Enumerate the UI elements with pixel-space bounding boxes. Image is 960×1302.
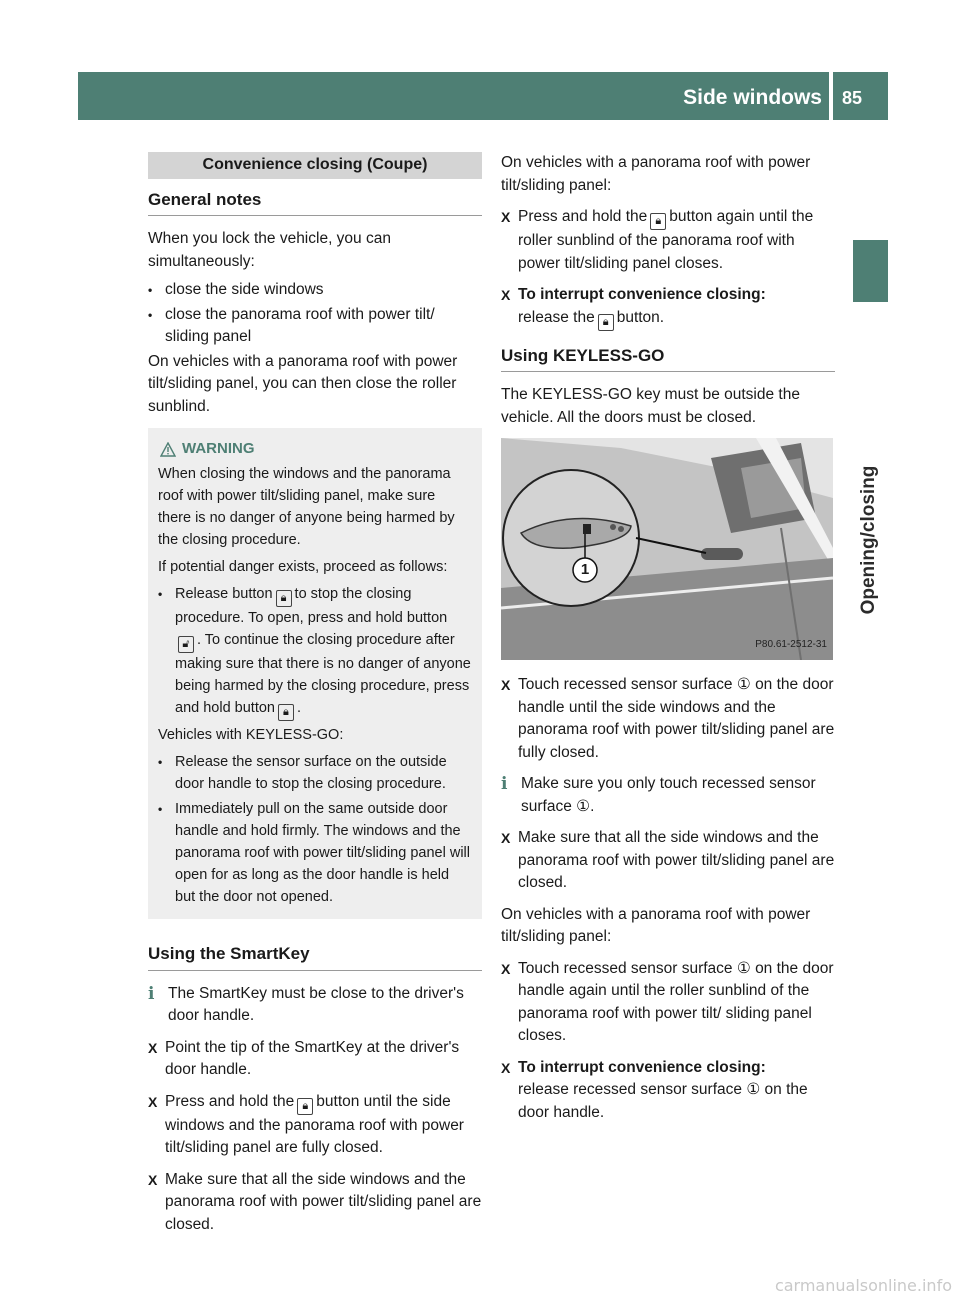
info-icon: i (501, 774, 508, 794)
instruction-step (501, 674, 835, 764)
text-fragment: button until the side windows and the panorama roof with power tilt/sliding panel are fully closed. (165, 1092, 464, 1156)
step-arrow-icon: X (501, 209, 511, 225)
step-text (518, 206, 835, 275)
lock-icon: 🔒︎ (598, 314, 614, 331)
text-fragment: button. (616, 308, 665, 326)
lock-icon: 🔒︎ (278, 704, 294, 721)
list-item (158, 751, 472, 795)
step-bold-text: To interrupt convenience closing: (518, 286, 766, 303)
panorama-note: On vehicles with a panorama roof with power tilt/sliding panel, you can then close the roller sunblind. (148, 352, 458, 415)
bullet-icon: • (158, 802, 163, 816)
step-text: Make sure that all the side windows and the panorama roof with power tilt/sliding panel are closed. (165, 1170, 482, 1233)
list-item (148, 304, 482, 349)
step-text: Make sure that all the side windows and the panorama roof with power tilt/sliding panel are closed. (518, 829, 835, 891)
keyless-go-heading: Using KEYLESS-GO (501, 345, 835, 373)
callout-1-icon: ① (736, 959, 751, 977)
bullet-icon: • (158, 755, 163, 769)
watermark: carmanualsonline.info (774, 1276, 952, 1295)
info-text (521, 773, 835, 818)
instruction-step (501, 1057, 835, 1125)
text-fragment: on the door handle again until the roller sunblind of the panorama roof with power tilt/ sliding panel closes. (518, 959, 834, 1044)
warning-paragraph: Vehicles with KEYLESS-GO: (158, 727, 344, 743)
right-column (501, 152, 835, 1133)
step-bold-text: To interrupt convenience closing: (518, 1058, 766, 1076)
general-notes-heading: General notes (148, 189, 482, 217)
text-fragment: . (296, 700, 302, 716)
list-item-text: close the side windows (165, 281, 324, 298)
intro-text: When you lock the vehicle, you can simultaneously: (148, 230, 391, 270)
text-fragment: . (590, 797, 595, 815)
warning-header (158, 438, 472, 460)
list-item (148, 279, 482, 302)
warning-triangle-icon (160, 442, 176, 457)
figure-code: P80.61-2512-31 (755, 638, 827, 650)
text-fragment: release recessed sensor surface (518, 1081, 743, 1098)
list-item-text: close the panorama roof with power tilt/ sliding panel (165, 305, 435, 345)
door-handle-illustration (501, 438, 833, 660)
text-fragment: Press and hold the (518, 208, 648, 225)
instruction-step (148, 1169, 482, 1237)
step-arrow-icon: X (501, 830, 511, 846)
instruction-step (501, 206, 835, 275)
text-fragment: Release button (175, 586, 273, 602)
text-fragment: Make sure you only touch recessed sensor surface (521, 775, 816, 815)
page-number: 85 (842, 88, 863, 108)
instruction-step (148, 1037, 482, 1082)
lock-icon: 🔒︎ (276, 590, 292, 607)
list-item-text: Immediately pull on the same outside door handle and hold firmly. The windows and the panorama roof with power tilt/sliding panel will open for as long as the door handle is held but the door not opened. (175, 801, 470, 905)
text-fragment: Touch recessed sensor surface (518, 959, 733, 977)
step-arrow-icon: X (501, 1059, 511, 1076)
list-item-text: Release the sensor surface on the outside door handle to stop the closing procedure. (175, 754, 447, 792)
step-text (518, 284, 766, 331)
text-fragment: Press and hold the (165, 1092, 295, 1110)
step-arrow-icon: X (501, 287, 511, 303)
info-note (501, 773, 835, 818)
instruction-step (501, 827, 835, 895)
instruction-step (501, 958, 835, 1048)
chapter-tab (853, 240, 888, 302)
chapter-side-label-text: Opening/closing (858, 465, 879, 615)
info-icon: i (148, 983, 155, 1004)
step-arrow-icon: X (148, 1039, 158, 1056)
keyless-intro: The KEYLESS-GO key must be outside the vehicle. All the doors must be closed. (501, 386, 800, 426)
bullet-icon: • (148, 283, 153, 297)
info-text: The SmartKey must be close to the driver's door handle. (168, 984, 464, 1024)
list-item (158, 583, 472, 721)
unlock-icon: 🔓︎ (178, 636, 194, 653)
warning-title: WARNING (182, 440, 255, 457)
bullet-icon: • (148, 307, 153, 322)
list-item-text (175, 583, 472, 721)
step-arrow-icon: X (148, 1171, 158, 1188)
text-fragment: on the door handle until the side windows and the panorama roof with power tilt/sliding panel are fully closed. (518, 676, 835, 761)
text-fragment: . To continue the closing procedure after making sure that there is no danger of anyone being harmed by the closing procedure, press and hold button (175, 632, 471, 716)
panorama-paragraph: On vehicles with a panorama roof with power tilt/sliding panel: (501, 905, 811, 945)
text-fragment: Touch recessed sensor surface (518, 676, 733, 693)
callout-1-icon: ① (576, 797, 591, 815)
panorama-paragraph: On vehicles with a panorama roof with power tilt/sliding panel: (501, 154, 811, 194)
info-note (148, 983, 482, 1028)
instruction-step (501, 284, 835, 331)
step-text (165, 1091, 482, 1160)
step-arrow-icon: X (501, 960, 511, 977)
page-header-title: Side windows (683, 86, 822, 109)
callout-1-icon: ① (736, 676, 751, 693)
warning-paragraph: If potential danger exists, proceed as follows: (158, 559, 448, 575)
text-fragment: to stop the closing procedure. To open, press and hold button (175, 586, 448, 626)
header-divider (829, 72, 833, 120)
text-fragment: on the door handle. (518, 1081, 808, 1121)
smartkey-heading: Using the SmartKey (148, 943, 482, 971)
door-handle-figure (501, 438, 833, 660)
step-text: Point the tip of the SmartKey at the driver's door handle. (165, 1038, 460, 1078)
lock-icon: 🔒︎ (650, 213, 666, 230)
chapter-side-label (858, 465, 888, 615)
instruction-step (148, 1091, 482, 1160)
step-text (518, 958, 835, 1048)
lock-icon: 🔒︎ (297, 1098, 313, 1115)
callout-1-icon: ① (746, 1081, 761, 1098)
step-text (518, 1057, 835, 1125)
step-arrow-icon: X (501, 677, 511, 693)
text-fragment: button again until the roller sunblind of the panorama roof with power tilt/sliding panel closes. (518, 208, 814, 272)
warning-box (148, 428, 482, 919)
left-column (148, 152, 482, 1245)
section-title: Convenience closing (Coupe) (148, 152, 482, 179)
figure-callout-1: 1 (580, 561, 590, 578)
warning-paragraph: When closing the windows and the panorama roof with power tilt/sliding panel, make sure there is no danger of anyone being harmed by the closing procedure. (158, 466, 455, 548)
list-item (158, 798, 472, 908)
step-arrow-icon: X (148, 1093, 158, 1110)
text-fragment: release the (518, 308, 595, 326)
bullet-icon: • (158, 587, 163, 601)
step-text (518, 674, 835, 764)
